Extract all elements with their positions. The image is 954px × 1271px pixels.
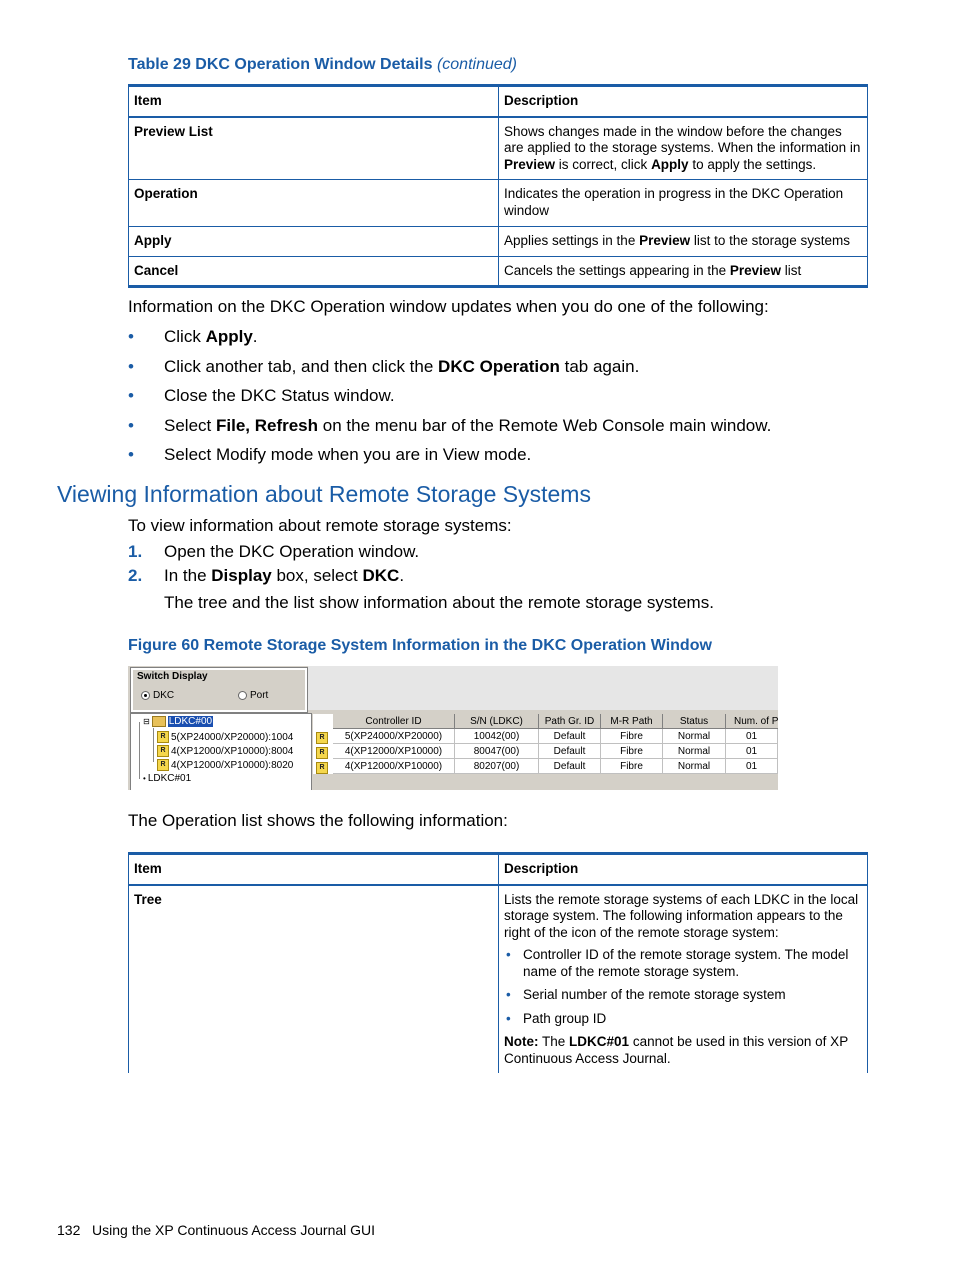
step-item <box>128 565 419 589</box>
tree-node-remote[interactable] <box>157 759 293 771</box>
list-item: • Path group ID <box>504 1011 862 1028</box>
desc-text: to apply the settings. <box>688 156 817 172</box>
header-description: Description <box>499 86 868 117</box>
cell-status: Normal <box>663 729 726 744</box>
row-item: Cancel <box>129 256 499 287</box>
row-item: Tree <box>129 885 499 1074</box>
toolbar-area <box>308 666 778 710</box>
operation-list-grid <box>313 714 778 774</box>
cell-num-paths: 01 <box>726 759 778 774</box>
list-intro: The Operation list shows the following information: <box>128 811 508 830</box>
bullet-text: on the menu bar of the Remote Web Console main window. <box>318 415 772 435</box>
bullet-text: Select <box>164 415 216 435</box>
tree-node-label: 4(XP12000/XP10000):8020 <box>171 759 294 771</box>
table-caption-text: Table 29 DKC Operation Window Details <box>128 56 433 73</box>
update-intro: Information on the DKC Operation window updates when you do one of the following: <box>128 297 769 316</box>
tree-node-remote[interactable] <box>157 731 293 743</box>
remote-storage-icon: R <box>316 732 328 744</box>
cell-mr-path: Fibre <box>601 759 663 774</box>
step-bold: DKC <box>362 566 400 585</box>
expand-icon: ⊟ <box>143 717 150 726</box>
step-text: . <box>399 566 405 585</box>
note-bold: LDKC#01 <box>569 1034 630 1049</box>
remote-storage-icon: R <box>316 747 328 759</box>
radio-port[interactable] <box>238 690 268 701</box>
tree-node-label: LDKC#00 <box>168 716 213 727</box>
node-dot-icon: • <box>143 774 146 783</box>
row-item: Operation <box>129 180 499 227</box>
switch-display-box <box>131 668 307 712</box>
row-description: Indicates the operation in progress in the DKC Operation window <box>499 180 868 227</box>
table-row <box>129 117 868 180</box>
note-label: Note: <box>504 1034 539 1049</box>
desc-bold: Preview <box>639 233 691 248</box>
page-footer: 132 Using the XP Continuous Access Journal GUI <box>57 1222 376 1238</box>
row-description <box>499 117 868 180</box>
remote-storage-icon: R <box>316 762 328 774</box>
tree-connector <box>139 722 140 779</box>
cell-serial: 80207(00) <box>455 759 539 774</box>
table-caption-continued: (continued) <box>436 56 517 73</box>
column-path-group[interactable]: Path Gr. ID <box>539 714 601 729</box>
bullet-bold: Apply <box>205 327 253 346</box>
row-description <box>499 227 868 257</box>
table-row <box>129 256 868 287</box>
update-bullet-list <box>128 326 771 474</box>
cell-mr-path: Fibre <box>601 729 663 744</box>
note-text: cannot be used in this version of XP Continuous Access Journal. <box>504 1034 848 1066</box>
cell-controller-id: 5(XP24000/XP20000) <box>333 729 455 744</box>
step-text: Open the DKC Operation window. <box>164 542 420 561</box>
desc-bold: Preview <box>504 156 556 172</box>
table-row <box>129 227 868 257</box>
radio-dkc-label: DKC <box>153 690 175 701</box>
cell-num-paths: 01 <box>726 729 778 744</box>
note <box>504 1034 862 1067</box>
step-bold: Display <box>211 566 272 585</box>
desc-bullet-list <box>504 947 862 1027</box>
step-item <box>128 541 419 565</box>
cell-controller-id: 4(XP12000/XP10000) <box>333 744 455 759</box>
list-item <box>128 356 771 386</box>
desc-bold: Preview <box>729 262 781 278</box>
cell-path-group: Default <box>539 759 601 774</box>
list-item: • Serial number of the remote storage system <box>504 987 862 1004</box>
note-text: The <box>538 1034 570 1049</box>
tree-node-label: 5(XP24000/XP20000):1004 <box>171 731 294 743</box>
bullet-text: tab again. <box>559 356 640 376</box>
header-description: Description <box>499 854 868 885</box>
column-num-paths[interactable]: Num. of P <box>726 714 778 729</box>
cell-serial: 10042(00) <box>455 729 539 744</box>
row-item: Preview List <box>129 117 499 180</box>
dkc-operation-screenshot <box>128 666 778 790</box>
tree-node-ldkc01[interactable] <box>143 773 191 784</box>
list-item <box>128 444 771 474</box>
cell-path-group: Default <box>539 744 601 759</box>
row-item: Apply <box>129 227 499 257</box>
folder-icon <box>152 716 166 727</box>
desc-bold: Apply <box>651 156 689 172</box>
step-number: 2. <box>128 566 143 585</box>
row-description <box>499 885 868 1074</box>
radio-selected-icon <box>141 691 150 700</box>
cell-num-paths: 01 <box>726 744 778 759</box>
bullet-text: Click <box>164 327 206 346</box>
cell-status: Normal <box>663 759 726 774</box>
column-controller-id[interactable]: Controller ID <box>333 714 455 729</box>
tree-node-label: LDKC#01 <box>147 773 192 784</box>
cell-status: Normal <box>663 744 726 759</box>
remote-storage-icon: R <box>157 745 169 757</box>
header-item: Item <box>129 854 499 885</box>
list-item <box>128 326 771 356</box>
bullet-text: Select Modify mode when you are in View mode. <box>164 445 532 464</box>
remote-storage-icon: R <box>157 759 169 771</box>
step-number: 1. <box>128 542 143 561</box>
table-row <box>129 180 868 227</box>
table-header-row <box>129 854 868 885</box>
step-note: The tree and the list show information about the remote storage systems. <box>164 593 714 612</box>
bullet-bold: DKC Operation <box>438 356 560 376</box>
remote-storage-icon: R <box>157 731 169 743</box>
list-item: • Controller ID of the remote storage system. The model name of the remote storage system. <box>504 947 862 980</box>
tree-connector <box>153 728 154 762</box>
desc-text: list to the storage systems <box>690 233 850 248</box>
cell-mr-path: Fibre <box>601 744 663 759</box>
ldkc-tree <box>130 713 312 790</box>
list-item <box>128 385 771 415</box>
bullet-text: Close the DKC Status window. <box>164 386 395 405</box>
radio-unselected-icon <box>238 691 247 700</box>
row-description <box>499 256 868 287</box>
tree-node-ldkc00[interactable] <box>143 716 213 727</box>
section-heading: Viewing Information about Remote Storage Systems <box>57 481 591 507</box>
tree-node-remote[interactable] <box>157 745 293 757</box>
desc-text: Applies settings in the <box>504 233 640 248</box>
desc-text: list <box>780 262 802 278</box>
cell-controller-id: 4(XP12000/XP10000) <box>333 759 455 774</box>
tree-node-label: 4(XP12000/XP10000):8004 <box>171 745 294 757</box>
operation-list-table <box>128 852 868 1073</box>
figure-caption: Figure 60 Remote Storage System Information in the DKC Operation Window <box>128 637 712 654</box>
radio-dkc[interactable] <box>141 690 174 701</box>
column-status[interactable]: Status <box>663 714 726 729</box>
dkc-operation-details-table <box>128 84 868 288</box>
column-serial[interactable]: S/N (LDKC) <box>455 714 539 729</box>
steps-list <box>128 541 419 589</box>
desc-text: Lists the remote storage systems of each LDKC in the local storage system. The following information appears to the right of the icon of the remote storage system: <box>504 891 859 940</box>
desc-text: Shows changes made in the window before the changes are applied to the storage systems. When the information in <box>504 123 861 155</box>
step-text: In the <box>164 566 212 585</box>
bullet-text: Click another tab, and then click the <box>164 356 439 376</box>
desc-text: Cancels the settings appearing in the <box>504 262 730 278</box>
header-item: Item <box>129 86 499 117</box>
table-header-row <box>129 86 868 117</box>
cell-path-group: Default <box>539 729 601 744</box>
step-text: box, select <box>271 566 363 585</box>
switch-display-title: Switch Display <box>137 671 208 682</box>
bullet-bold: File, Refresh <box>215 415 319 435</box>
section-intro: To view information about remote storage systems: <box>128 516 512 535</box>
column-mr-path[interactable]: M-R Path <box>601 714 663 729</box>
desc-text: is correct, click <box>555 156 652 172</box>
table-row <box>129 885 868 1074</box>
radio-port-label: Port <box>250 690 269 701</box>
list-item <box>128 415 771 445</box>
bullet-text: . <box>252 327 258 346</box>
cell-serial: 80047(00) <box>455 744 539 759</box>
table-caption <box>128 56 517 74</box>
